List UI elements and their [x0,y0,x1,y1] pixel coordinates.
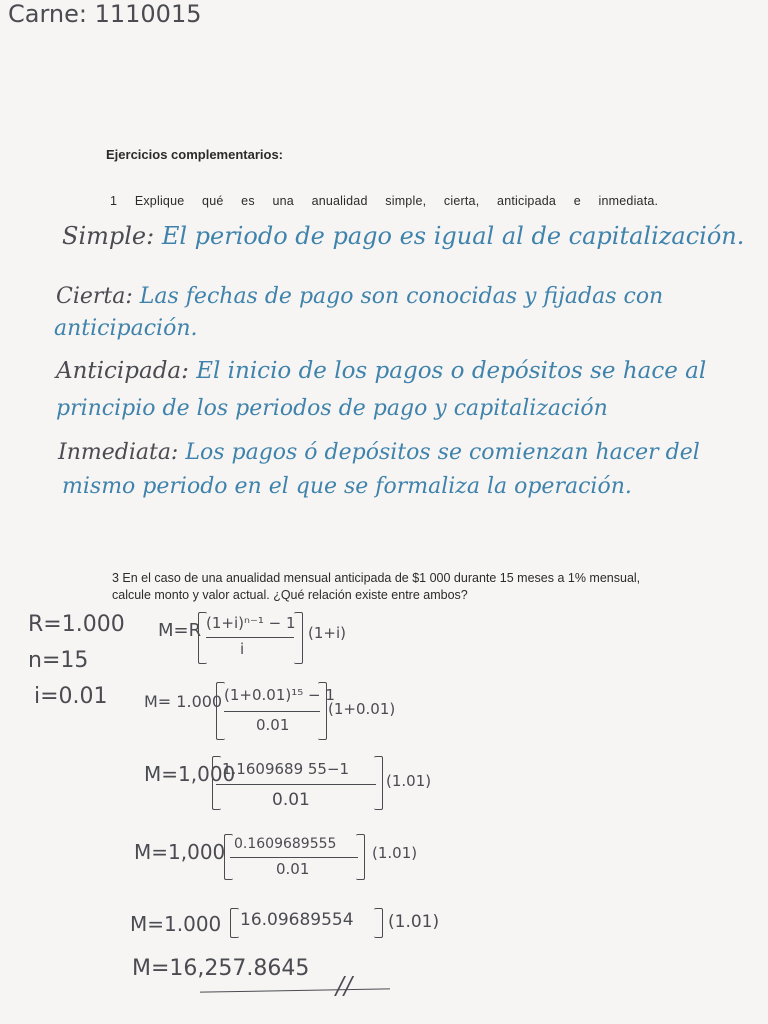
label-anticipada: Anticipada: [56,358,189,384]
given-r: R=1.000 [28,612,125,637]
step3-tail: (1.01) [386,772,432,790]
question-3: 3 En el caso de una anualidad mensual anticipada de $1 000 durante 15 meses a 1% mensual, calcule monto y valor actual. ¿Qué relación existe entre ambos? [112,571,641,602]
answer-simple-line [62,222,744,250]
label-simple: Simple: [62,222,155,250]
step4-lhs: M=1,000 [134,840,226,864]
step5-bracket-right [374,908,383,938]
text-simple: El periodo de pago es igual al de capitalización. [161,222,745,250]
step2-numerator: (1+0.01)¹⁵ − 1 [224,686,335,704]
step5-tail: (1.01) [388,912,440,932]
text-inmediata: Los pagos ó depósitos se comienzan hacer del [185,440,700,465]
result-underline [200,988,390,992]
step2-bracket-right [318,682,327,740]
step1-denominator: i [240,640,245,658]
answer-inmediata-line [58,440,700,465]
step4-numerator: 0.1609689555 [234,836,337,852]
step5-lhs: M=1.000 [130,912,222,936]
given-i: i=0.01 [34,684,108,709]
step3-denominator: 0.01 [272,790,310,810]
section-title: Ejercicios complementarios: [106,147,284,162]
text-anticipada-2: principio de los periodos de pago y capitalización [56,396,608,421]
label-inmediata: Inmediata: [58,440,179,465]
student-id: Carne: 1110015 [8,0,202,28]
text-anticipada: El inicio de los pagos o depósitos se hace al [196,358,707,384]
step3-lhs: M=1,000 [144,762,236,786]
result-check-mark: // [336,972,353,1000]
step3-bracket-left [212,756,221,810]
step1-tail: (1+i) [308,624,346,642]
given-n: n=15 [28,648,89,673]
step2-fraction-line [224,711,320,712]
step5-bracket-left [230,908,239,938]
step1-numerator: (1+i)ⁿ⁻¹ − 1 [206,614,296,632]
question-1: 1 Explique qué es una anualidad simple, cierta, anticipada e inmediata. [110,194,659,208]
step2-denominator: 0.01 [256,716,290,734]
text-cierta-2: anticipación. [54,316,198,341]
text-cierta: Las fechas de pago son conocidas y fijadas con [139,284,664,309]
step4-tail: (1.01) [372,844,418,862]
step3-fraction-line [216,784,376,785]
step1-fraction-line [206,637,294,638]
answer-anticipada-line [56,358,706,384]
step1-bracket-right [294,612,303,664]
label-cierta: Cierta: [56,284,133,309]
step2-tail: (1+0.01) [328,700,396,718]
step4-fraction-line [230,857,358,858]
text-inmediata-2: mismo periodo en el que se formaliza la operación. [62,474,632,499]
final-result: M=16,257.8645 [132,956,310,981]
step5-middle: 16.09689554 [240,910,354,930]
step3-numerator: 1.1609689 55−1 [222,760,350,778]
step4-denominator: 0.01 [276,860,310,878]
answer-cierta-line [56,284,663,309]
step4-bracket-right [356,834,365,880]
step1-lhs: M=R [158,620,202,641]
step2-lhs: M= 1.000 [144,692,223,711]
step3-bracket-right [374,756,383,810]
